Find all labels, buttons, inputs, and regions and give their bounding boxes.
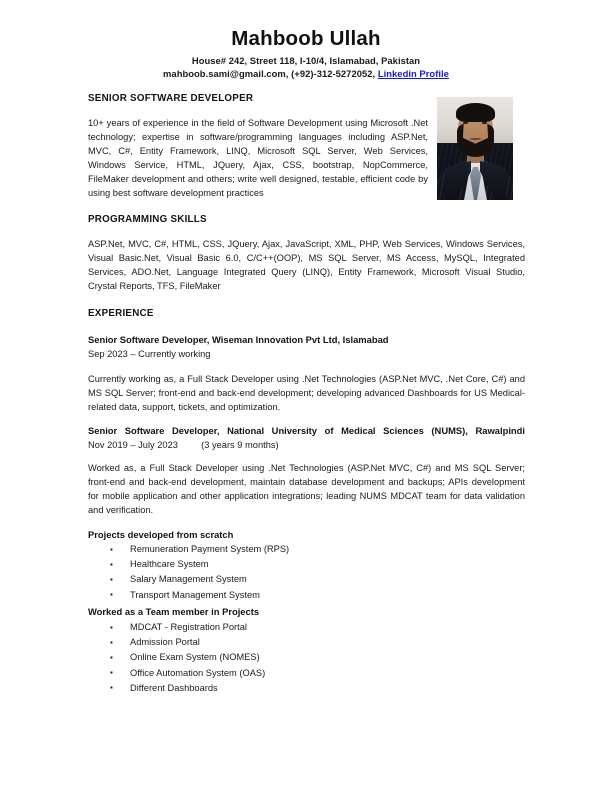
team-member-projects-list <box>88 620 265 696</box>
list-item: ▪ Remuneration Payment System (RPS) <box>88 542 289 557</box>
job-2-dates-line <box>88 439 279 453</box>
programming-skills-body: ASP.Net, MVC, C#, HTML, CSS, JQuery, Ajax, JavaScript, XML, PHP, Web Services, Windows Services, Visual Basic.Net, Visual Basic 6.0, C/C++(OOP), MS SQL Server, MS Access, MySQL, Integrated Services, ADO.Net, Language Integrated Query (LINQ), Entity Framework, Microsoft Visual Studio, Crystal Reports, TFS, FileMaker <box>88 239 525 292</box>
projects-from-scratch-heading: Projects developed from scratch <box>88 529 234 540</box>
section-heading-experience: EXPERIENCE <box>88 308 154 319</box>
list-item: ▪ Office Automation System (OAS) <box>88 666 265 681</box>
list-item: ▪ Salary Management System <box>88 572 289 587</box>
section-heading-title: SENIOR SOFTWARE DEVELOPER <box>88 93 254 104</box>
job-1-description: Currently working as, a Full Stack Developer using .Net Technologies (ASP.Net MVC, .Net Core, C#) and MS SQL Server; front-end and back-end development; developing advanced Dashboards for US Medical-related data, support, tickets, and optimization. <box>88 374 525 413</box>
job-2-title: Senior Software Developer, National University of Medical Sciences (NUMS), Rawalpindi <box>88 425 525 436</box>
projects-from-scratch-list <box>88 542 289 603</box>
photo-eye-right <box>482 122 487 124</box>
contact-address-line <box>0 55 612 66</box>
linkedin-profile-link[interactable]: Linkedin Profile <box>377 68 449 79</box>
contact-address: House# 242, Street 118, I-10/4, Islamabad, Pakistan <box>191 55 421 66</box>
page-title: Mahboob Ullah <box>231 27 381 50</box>
photo-hair <box>456 103 495 122</box>
avatar <box>437 97 513 200</box>
contact-phone: (+92)-312-5272052, <box>291 68 376 79</box>
list-item: ▪ MDCAT - Registration Portal <box>88 620 265 635</box>
contact-details-line <box>0 68 612 79</box>
photo-mouth <box>470 138 481 140</box>
photo-eye-left <box>463 122 468 124</box>
job-1-dates: Sep 2023 – Currently working <box>88 349 211 359</box>
job-1-title: Senior Software Developer, Wiseman Innovation Pvt Ltd, Islamabad <box>88 334 389 345</box>
team-member-projects-heading: Worked as a Team member in Projects <box>88 606 260 617</box>
job-2-description: Worked as, a Full Stack Developer using .Net Technologies (ASP.Net MVC, C#) and MS SQL Server; front-end and back-end development, maintain database development and backups; APIs development for mobile application and other application integrations; leading NUMS MDCAT team for data validation and verification. <box>88 463 525 516</box>
contact-email[interactable]: mahboob.sami@gmail.com, <box>163 68 289 79</box>
list-item: ▪ Transport Management System <box>88 588 289 603</box>
professional-summary: 10+ years of experience in the field of Software Development using Microsoft .Net technology; expertise in software/programming languages including ASP.Net, MVC, C#, Entity Framework, LINQ, Microsoft SQL Server, Web Services, Windows Service, HTML, JQuery, Ajax, CSS, bootstrap, NopCommerce, FileMaker development and others; write well designed, testable, efficient code by using best software development practices <box>88 118 428 199</box>
job-2-duration: (3 years 9 months) <box>201 440 279 450</box>
list-item: ▪ Healthcare System <box>88 557 289 572</box>
list-item: ▪ Admission Portal <box>88 635 265 650</box>
section-heading-programming-skills: PROGRAMMING SKILLS <box>88 214 207 225</box>
list-item: ▪ Different Dashboards <box>88 681 265 696</box>
job-2-dates: Nov 2019 – July 2023 <box>88 440 178 450</box>
list-item: ▪ Online Exam System (NOMES) <box>88 650 265 665</box>
